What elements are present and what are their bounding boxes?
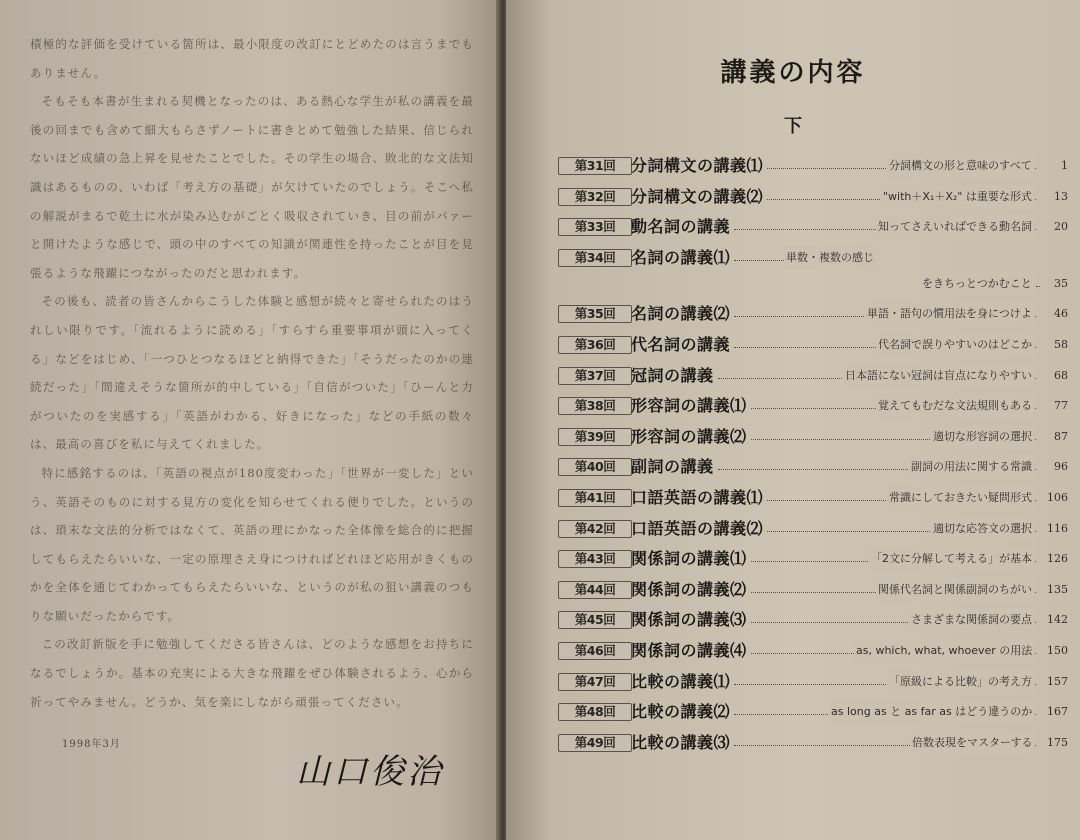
lecture-title: 比較の講義⑵ [631,702,731,722]
lecture-number: 第45回 [558,611,632,629]
lecture-number: 第33回 [558,218,632,236]
lecture-number: 第40回 [558,458,632,476]
lecture-title: 口語英語の講義⑴ [631,488,764,507]
lecture-subtitle: 倍数表現をマスターする [910,731,1034,755]
page-number: 157 [1047,674,1068,688]
lecture-title: 関係詞の講義⑷ [631,641,747,660]
page-number: 167 [1047,705,1068,719]
page-number: 68 [1054,368,1068,382]
toc-entry [558,578,1068,602]
lecture-subtitle: 適切な応答文の選択 [931,517,1034,541]
toc-entry [558,394,1068,418]
toc-entry [558,333,1068,357]
lecture-number: 第31回 [558,157,632,175]
left-page [0,0,500,840]
toc-entry [558,302,1068,326]
preface-paragraph: 積極的な評価を受けている箇所は、最小限度の改訂にとどめたのは言うまでもありません。 [30,37,474,80]
page-number: 58 [1054,338,1068,351]
page-number: 77 [1054,399,1068,413]
lecture-number: 第38回 [558,397,632,415]
toc-entry [558,455,1068,479]
leader-dots [734,260,784,261]
lecture-subtitle: "with＋X₁＋X₂" は重要な形式 [881,185,1034,209]
toc-volume: 下 [784,116,802,137]
lecture-number: 第47回 [558,673,632,691]
leader-dots [1036,286,1040,287]
lecture-subtitle: をきちっとつかむこと [920,272,1034,296]
lecture-subtitle: 覚えてもむだな文法規則もある [876,394,1034,418]
preface-date: 1998年3月 [62,739,121,750]
lecture-number: 第35回 [558,305,632,323]
toc-entry [558,547,1068,571]
toc-entry [558,185,1068,209]
page-number: 13 [1054,189,1068,203]
lecture-title: 比較の講義⑶ [631,732,731,752]
toc-entry [558,608,1068,632]
page-number: 1 [1061,159,1068,172]
lecture-number: 第34回 [558,249,632,267]
page-number: 20 [1054,220,1068,234]
page-number: 142 [1047,613,1068,627]
lecture-subtitle: 適切な形容詞の選択 [931,425,1034,449]
lecture-subtitle: 「原級による比較」の考え方 [887,670,1034,694]
lecture-subtitle: 分詞構文の形と意味のすべて [887,154,1034,178]
lecture-title: 形容詞の講義⑴ [631,396,747,416]
page-number: 175 [1047,735,1068,749]
toc-entry [558,215,1068,239]
lecture-number: 第39回 [558,428,632,446]
lecture-subtitle: 副詞の用法に関する常識 [909,455,1034,479]
page-number: 126 [1047,552,1068,566]
lecture-title: 名詞の講義⑵ [631,304,731,324]
toc-entry [558,154,1068,178]
lecture-title: 形容詞の講義⑵ [631,426,747,446]
lecture-number: 第32回 [558,188,632,206]
preface-paragraph: 特に感銘するのは、「英語の視点が180度変わった」「世界が一変した」という、英語そのものに対する見方の変化を知らせてくれる便りでした。というのは、瑣末な文法的分析ではなくて、英語の理にかなった全体像を総合的に把握してもらえたらいいな、一定の原理さえ身につければどれほど応用がきくものかを全体を通じてわかってもらえたらいいな、というのが私の狙い講義のつもりな願いだったからです。 [30,465,474,623]
lecture-number: 第37回 [558,367,632,385]
toc-entry [558,517,1068,541]
author-signature: 山口俊治 [296,752,444,792]
lecture-subtitle: 単語・語句の慣用法を身につけよ [865,302,1034,326]
preface-paragraph: この改訂新版を手に勉強してくださる皆さんは、どのような感想をお持ちになるでしょうか。基本の充実による大きな飛躍をぜひ体験されるよう、心から祈ってやみません。どうか、気を楽にしながら頑張ってください。 [30,637,474,709]
lecture-subtitle: 「2文に分解して考える」が基本 [869,547,1034,571]
toc-entry [558,700,1068,724]
toc-entry-continued [558,272,1068,296]
toc-entry [558,364,1068,388]
toc-title: 講義の内容 [720,58,866,88]
lecture-title: 関係詞の講義⑵ [631,579,747,599]
page-number: 35 [1054,276,1068,290]
toc-entry [558,486,1068,510]
toc-entry [558,246,1068,270]
page-number: 96 [1054,460,1068,474]
lecture-title: 関係詞の講義⑴ [631,549,747,569]
page-number: 135 [1047,582,1068,596]
lecture-subtitle: 関係代名詞と関係副詞のちがい [876,578,1034,602]
lecture-number: 第43回 [558,550,632,568]
preface-paragraph: その後も、読者の皆さんからこうした体験と感想が続々と寄せられたのはうれしい限りです。「流れるように読める」「すらすら重要事項が頭に入ってくる」などをはじめ、「一つひとつなるほどと納得できた」「そうだったのかの連続だった」「間違えそうな箇所が的中している」「自信がついた」「ひーんと力がついたのを実感する」「英語がわかる、好きになった」などの手紙の数々は、最高の喜びを私に与えてくれました。 [30,294,474,452]
lecture-subtitle: 知ってさえいればできる動名詞 [876,215,1034,239]
lecture-subtitle: 単数・複数の感じ [784,246,876,270]
lecture-subtitle: as, which, what, whoever の用法 [854,639,1034,663]
lecture-title: 副詞の講義 [631,457,714,477]
lecture-title: 冠詞の講義 [631,365,714,385]
lecture-title: 動名詞の講義 [631,217,731,237]
lecture-number: 第46回 [558,642,632,660]
lecture-title: 比較の講義⑴ [631,671,731,691]
right-page [506,0,1080,840]
lecture-title: 口語英語の講義⑵ [631,518,764,538]
lecture-number: 第42回 [558,520,632,538]
page-number: 106 [1047,491,1068,504]
toc-entry [558,425,1068,449]
toc-entry [558,670,1068,694]
preface-paragraph: そもそも本書が生まれる契機となったのは、ある熱心な学生が私の講義を最後の回までも含めて細大もらさずノートに書きとめて勉強した結果、信じられないほど成績の急上昇を見せたことでした。その学生の場合、敗北的な文法知識はあるものの、いわば「考え方の基礎」が欠けていたのでしょう。そこへ私の解説がまるで乾土に水が染み込むがごとく吸収されていき、目の前がパァーと開けたような感じで、頭の中のすべての知識が関連性を持ったことが目を見張るような飛躍につながったのだと思われます。 [30,94,474,280]
lecture-title: 代名詞の講義 [631,335,731,354]
lecture-number: 第44回 [558,581,632,599]
lecture-number: 第41回 [558,489,632,507]
lecture-title: 分詞構文の講義⑵ [631,186,764,206]
toc-entry [558,639,1068,663]
lecture-subtitle: 代名詞で誤りやすいのはどこか [876,333,1034,357]
page-number: 116 [1047,521,1068,535]
page-number: 150 [1047,644,1068,657]
lecture-number: 第36回 [558,336,632,354]
lecture-subtitle: 日本語にない冠詞は盲点になりやすい [843,364,1034,388]
page-number: 46 [1054,307,1068,321]
lecture-number: 第49回 [558,734,632,752]
page-number: 87 [1054,429,1068,443]
lecture-subtitle: さまざまな関係詞の要点 [909,608,1034,632]
lecture-subtitle: 常識にしておきたい疑問形式 [887,486,1034,510]
toc-entry [558,731,1068,755]
lecture-title: 分詞構文の講義⑴ [631,156,764,175]
lecture-subtitle: as long as と as far as はどう違うのか [829,700,1034,724]
lecture-title: 名詞の講義⑴ [631,247,731,267]
lecture-number: 第48回 [558,703,632,721]
lecture-title: 関係詞の講義⑶ [631,610,747,630]
